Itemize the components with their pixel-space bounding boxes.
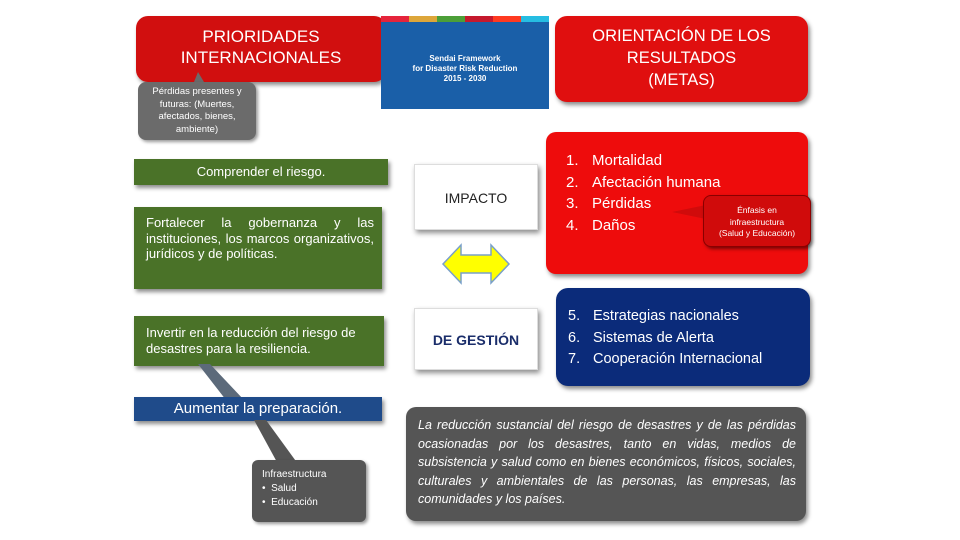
orientation-line3: (METAS)	[648, 71, 715, 89]
logo-line1: Sendai Framework	[429, 54, 501, 63]
goal-number: 5.	[568, 308, 581, 324]
management-goals-box	[556, 288, 810, 386]
goal-text: Pérdidas	[592, 195, 652, 212]
priority-preparedness: Aumentar la preparación.	[134, 397, 382, 421]
goal-item	[568, 306, 810, 328]
priorities-header-line2: INTERNACIONALES	[180, 48, 342, 67]
goal-item	[568, 349, 810, 371]
priority-understand-risk: Comprender el riesgo.	[134, 159, 388, 185]
orientation-line2: RESULTADOS	[626, 49, 737, 67]
priority-governance: Fortalecer la gobernanza y las instituciones, los marcos organizativos, jurídicos y de políticas.	[134, 207, 382, 289]
emphasis-callout-tail	[672, 203, 706, 221]
goal-text: Cooperación Internacional	[593, 351, 763, 367]
goal-number: 2.	[566, 173, 579, 191]
goal-text: Sistemas de Alerta	[593, 329, 714, 346]
infrastructure-item: • Educación	[262, 496, 366, 510]
emphasis-callout	[703, 195, 811, 247]
double-arrow-icon	[441, 242, 511, 286]
results-orientation-header	[555, 16, 808, 102]
goal-number: 1.	[566, 152, 579, 169]
sendai-framework-logo	[381, 16, 549, 109]
goal-text: Afectación humana	[592, 173, 721, 191]
goal-number: 7.	[568, 351, 581, 367]
goal-number: 6.	[568, 329, 581, 346]
impact-label: IMPACTO	[414, 164, 538, 230]
infrastructure-title: Infraestructura	[262, 469, 327, 480]
connector-tail	[196, 364, 246, 400]
infrastructure-item: • Salud	[262, 482, 366, 496]
infrastructure-callout	[252, 460, 366, 522]
losses-callout: Pérdidas presentes y futuras: (Muertes, afectados, bienes, ambiente)	[138, 82, 256, 140]
goal-number: 3.	[566, 195, 579, 212]
logo-line3: 2015 - 2030	[443, 74, 487, 83]
emphasis-line3: (Salud y Educación)	[718, 228, 796, 238]
goal-statement: La reducción sustancial del riesgo de desastres y de las pérdidas ocasionadas por los desastres, tanto en vidas, medios de subsistencia y salud como en bienes económicos, físicos, sociales, culturales y ambientales de las personas, las empresas, las comunidades y los países.	[406, 407, 806, 521]
goal-text: Daños	[592, 216, 636, 234]
logo-line2: for Disaster Risk Reduction	[412, 64, 518, 73]
goal-item	[568, 328, 810, 350]
goal-item	[566, 172, 808, 194]
priorities-header-line1: PRIORIDADES	[202, 27, 320, 46]
priority-investment: Invertir en la reducción del riesgo de desastres para la resiliencia.	[134, 316, 384, 366]
goal-number: 4.	[566, 216, 579, 234]
management-label: DE GESTIÓN	[414, 308, 538, 370]
orientation-line1: ORIENTACIÓN DE LOS	[592, 27, 771, 45]
goal-text: Mortalidad	[592, 152, 663, 169]
emphasis-line1: Énfasis en	[737, 205, 777, 215]
infra-callout-tail	[252, 420, 312, 464]
goal-text: Estrategias nacionales	[593, 308, 739, 324]
emphasis-line2: infraestructura	[729, 216, 785, 227]
goal-item	[566, 150, 808, 172]
priorities-header	[136, 16, 386, 82]
